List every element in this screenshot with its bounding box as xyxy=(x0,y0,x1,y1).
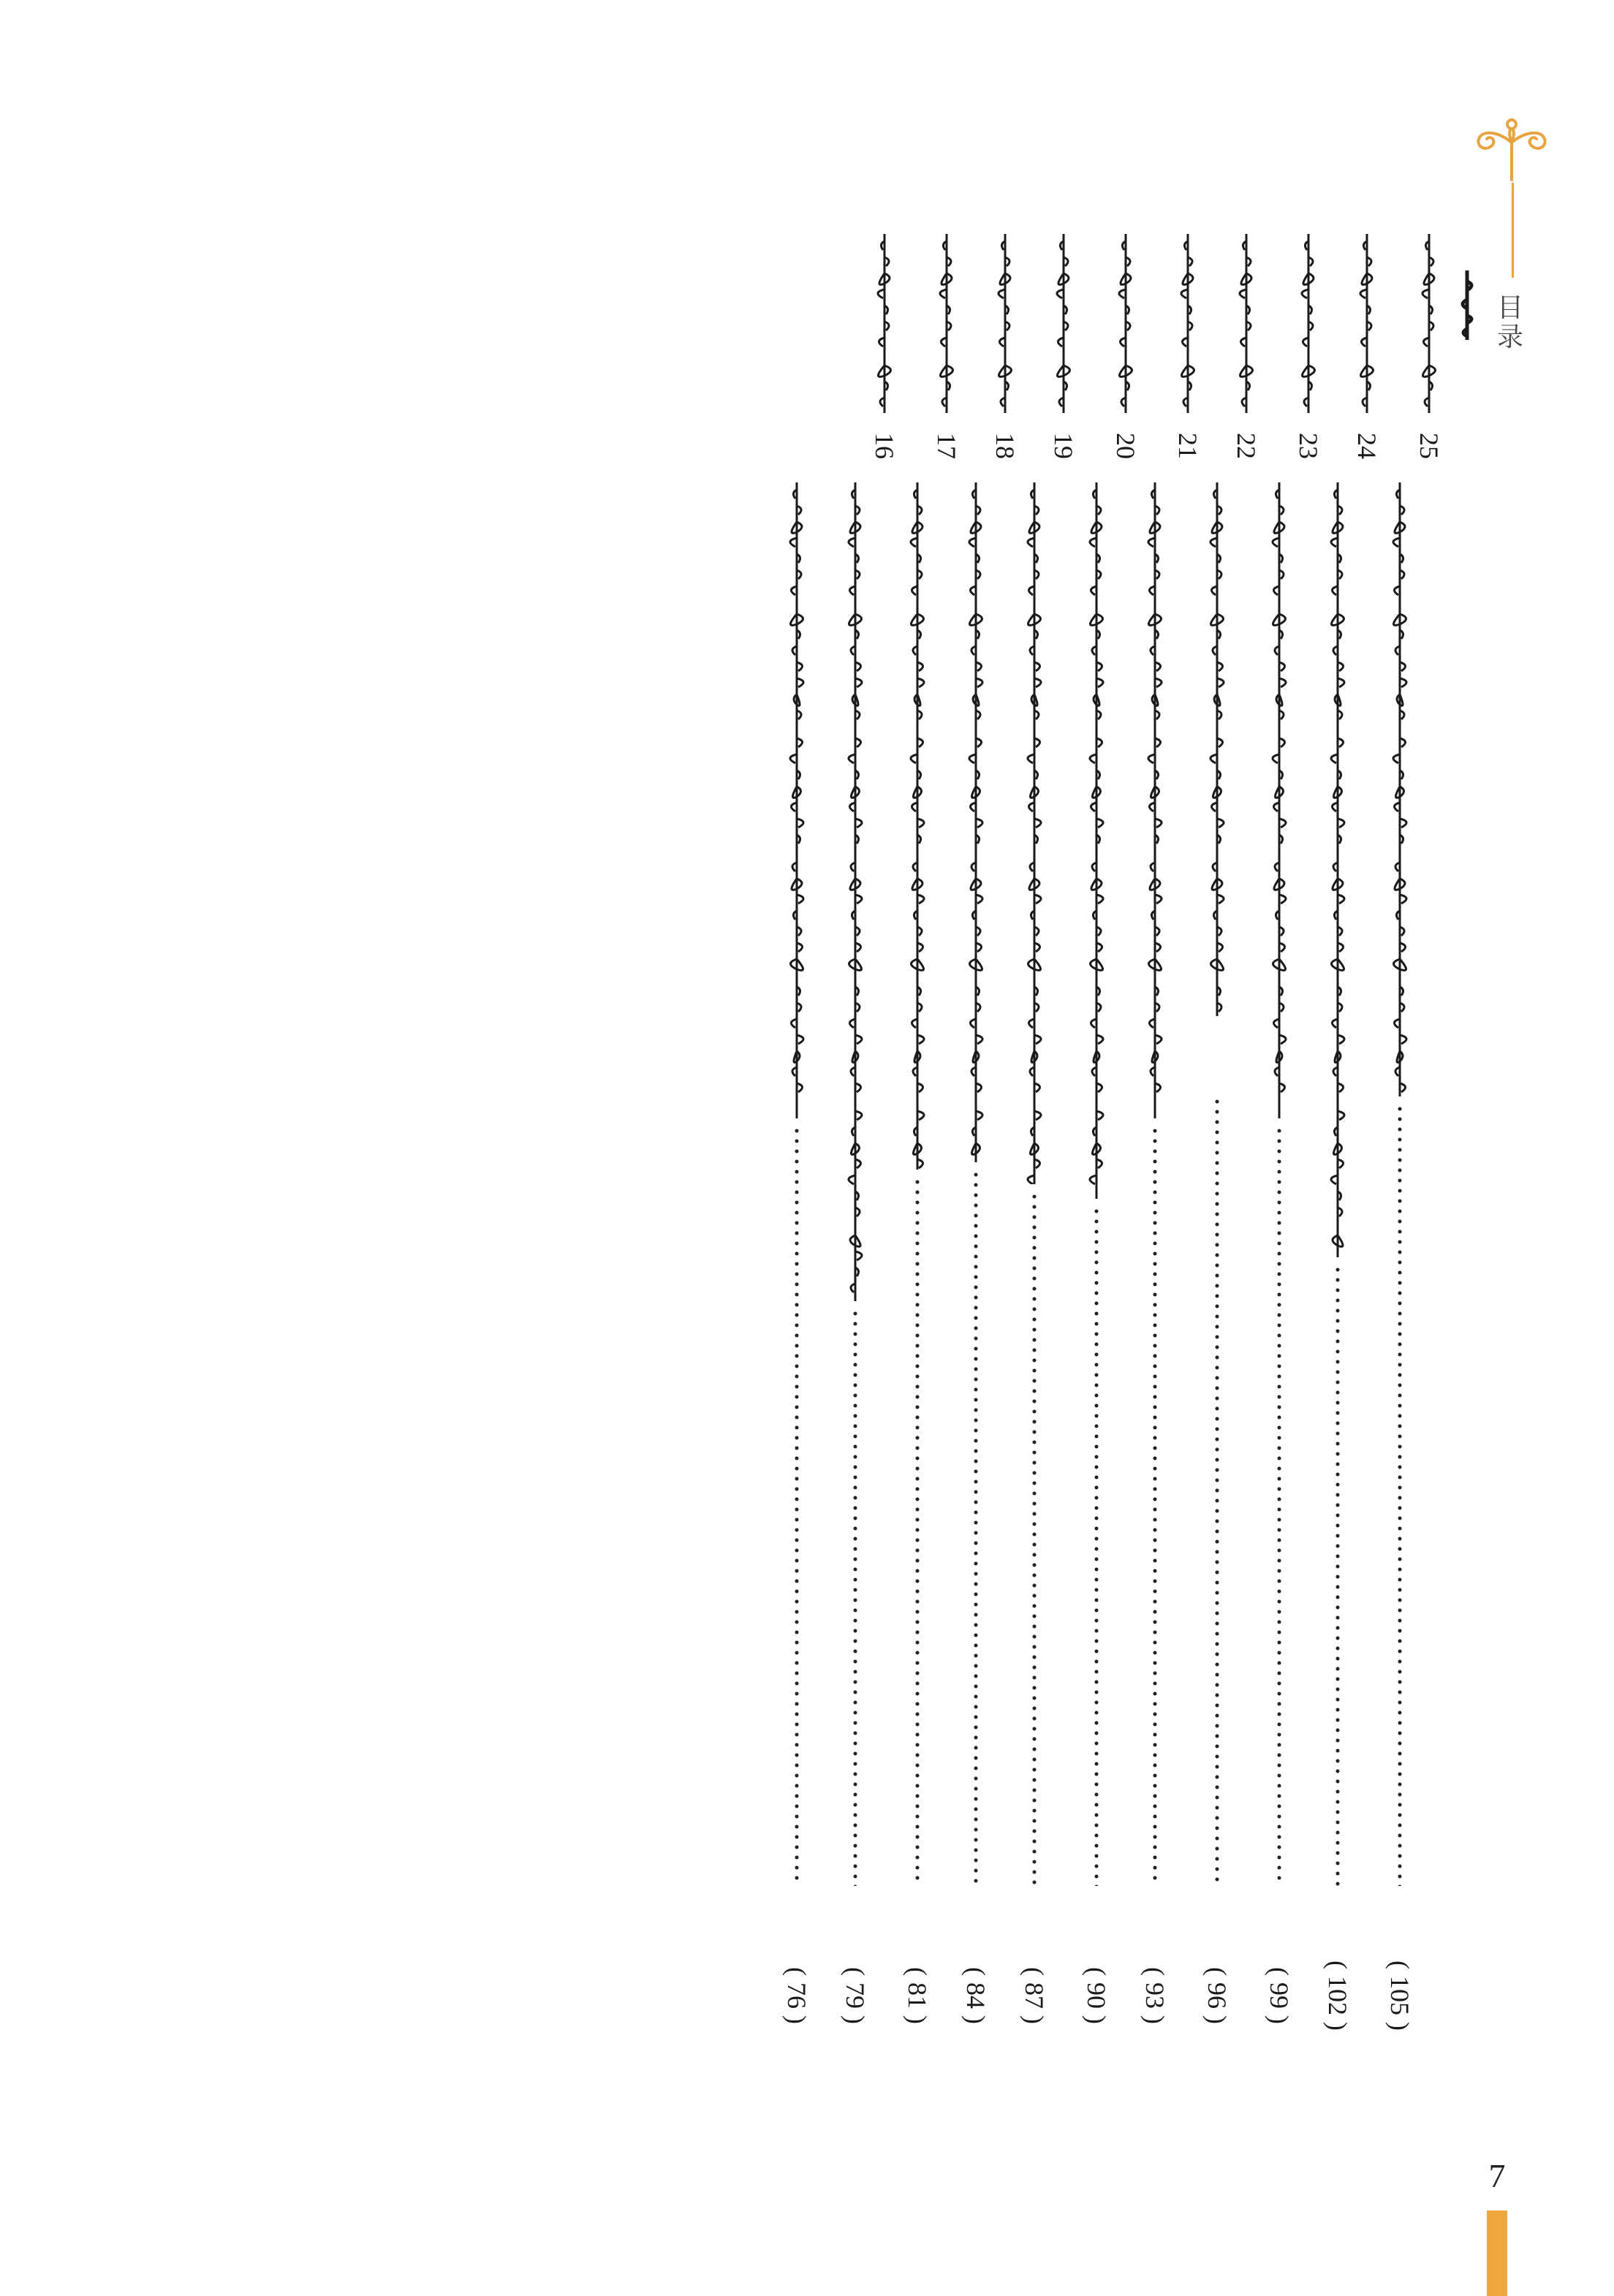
chapter-label-glyph xyxy=(1231,234,1262,413)
chapter-label-glyph xyxy=(1414,234,1444,413)
chapter-label-glyph xyxy=(869,234,900,413)
chapter-label-glyph xyxy=(1048,234,1079,413)
chapter-label-glyph xyxy=(931,234,962,413)
chapter-number: 21 xyxy=(1173,433,1202,459)
title-glyph xyxy=(1264,482,1295,1118)
leader-dots xyxy=(913,1177,922,1886)
title-glyph xyxy=(1019,482,1050,1184)
chapter-number: 18 xyxy=(990,433,1020,459)
title-glyph xyxy=(961,482,991,1162)
leader-dots xyxy=(1333,1265,1342,1886)
leader-dots xyxy=(1275,1126,1284,1886)
page-ref: ( 102 ) xyxy=(1323,1960,1352,2031)
leader-dots xyxy=(1030,1191,1039,1886)
page-ref: ( 99 ) xyxy=(1265,1967,1294,2024)
leader-dots xyxy=(1213,1096,1221,1886)
chapter-number: 19 xyxy=(1049,433,1078,459)
chapter-label-glyph xyxy=(1110,234,1141,413)
leader-dots xyxy=(851,1308,860,1886)
title-glyph xyxy=(840,482,871,1301)
title-glyph xyxy=(1081,482,1112,1199)
chapter-number: 24 xyxy=(1352,433,1382,459)
chapter-label-glyph xyxy=(990,234,1020,413)
title-glyph xyxy=(902,482,933,1170)
page-ref: ( 96 ) xyxy=(1202,1967,1232,2024)
leader-dots xyxy=(971,1170,980,1886)
leader-dots xyxy=(1092,1206,1101,1886)
title-glyph xyxy=(781,482,812,1118)
page-ref: ( 84 ) xyxy=(961,1967,990,2024)
page-ref: ( 87 ) xyxy=(1020,1967,1049,2024)
header-title: 目录 xyxy=(1496,293,1523,352)
chapter-label-glyph xyxy=(1293,234,1324,413)
page-ref: ( 90 ) xyxy=(1082,1967,1111,2024)
page-ref: ( 79 ) xyxy=(841,1967,870,2024)
chapter-number: 17 xyxy=(932,433,961,459)
chapter-label-glyph xyxy=(1172,234,1203,413)
leader-dots xyxy=(1395,1104,1404,1886)
mongolian-header-title xyxy=(1455,270,1480,340)
title-glyph xyxy=(1202,482,1232,1016)
page-ref: ( 93 ) xyxy=(1140,1967,1170,2024)
ornament-icon xyxy=(1469,110,1557,183)
title-glyph xyxy=(1384,482,1415,1096)
leader-dots xyxy=(1151,1126,1159,1886)
chapter-number: 20 xyxy=(1111,433,1140,459)
header-divider xyxy=(1512,183,1514,278)
chapter-number: 16 xyxy=(870,433,899,459)
chapter-label-glyph xyxy=(1352,234,1382,413)
title-glyph xyxy=(1140,482,1170,1118)
page-ref: ( 76 ) xyxy=(782,1967,811,2024)
corner-accent-bar xyxy=(1487,2210,1507,2296)
page-ref: ( 81 ) xyxy=(903,1967,932,2024)
page-ref: ( 105 ) xyxy=(1385,1960,1414,2031)
chapter-number: 25 xyxy=(1414,433,1444,459)
leader-dots xyxy=(792,1126,801,1886)
title-glyph xyxy=(1322,482,1353,1257)
chapter-number: 23 xyxy=(1294,433,1323,459)
chapter-number: 22 xyxy=(1232,433,1261,459)
page-number: 7 xyxy=(1488,2157,1506,2194)
